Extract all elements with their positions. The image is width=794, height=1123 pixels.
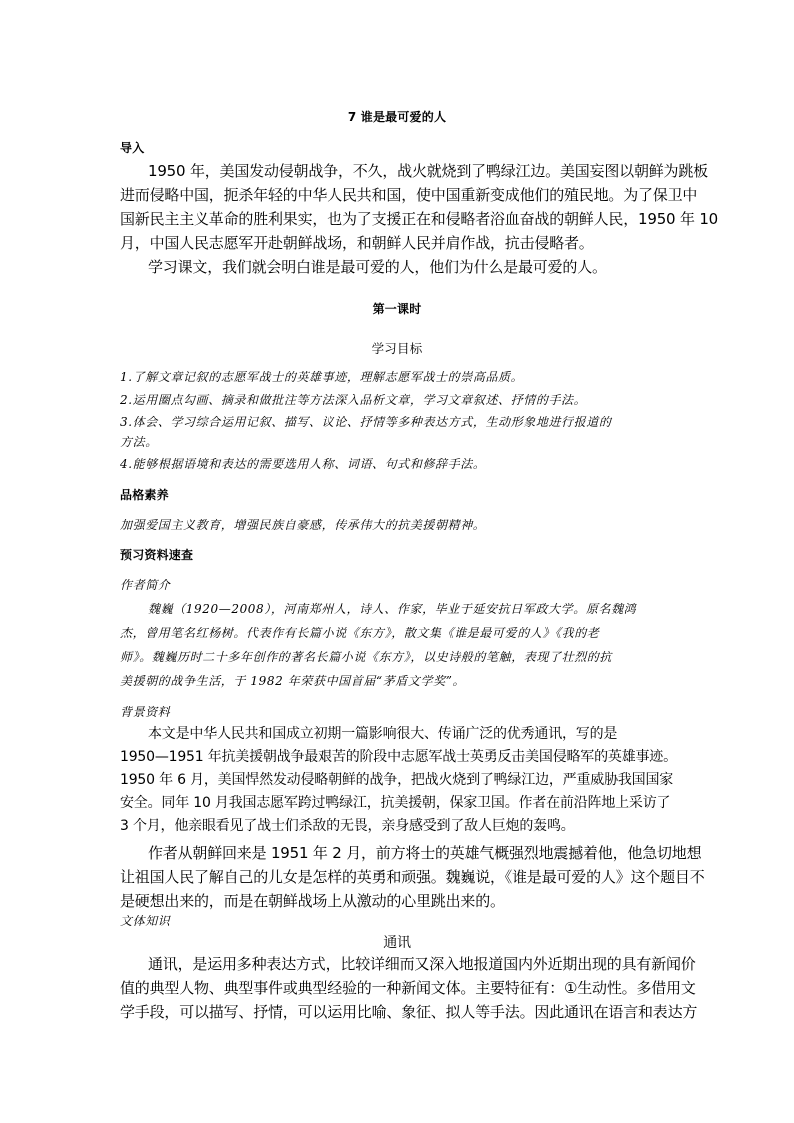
author-heading: 作者简介 [120,578,171,592]
intro-line: 进而侵略中国，扼杀年轻的中华人民共和国，使中国重新变成他们的殖民地。为了保卫中 [120,186,698,204]
objective-item: 3.体会、学习综合运用记叙、描写、议论、抒情等多种表达方式，生动形象地进行报道的 [120,415,612,429]
background-line: 3 个月，他亲眼看见了战士们杀敌的无畏，亲身感受到了敌人巨炮的轰鸣。 [120,818,575,834]
background-line: 本文是中华人民共和国成立初期一篇影响很大、传诵广泛的优秀通讯，写的是 [148,726,618,742]
background-heading: 背景资料 [120,705,171,719]
intro-heading: 导入 [120,141,145,155]
background-line: 1950 年 6 月，美国悍然发动侵略朝鲜的战争，把战火烧到了鸭绿江边，严重威胁我国国家 [120,772,674,788]
author-line: 师》。魏巍历时二十多年创作的著名长篇小说《东方》，以史诗般的笔触，表现了壮烈的抗 [120,650,613,664]
background-line: 是硬想出来的，而是在朝鲜战场上从激动的心里跳出来的。 [120,892,505,910]
genre-line: 通讯，是运用多种表达方式，比较详细而又深入地报道国内外近期出现的具有新闻价 [148,955,696,973]
intro-line: 国新民主主义革命的胜利果实，也为了支援正在和侵略者浴血奋战的朝鲜人民，1950 年 10 [120,210,719,228]
background-line: 让祖国人民了解自己的儿女是怎样的英勇和顽强。魏巍说，《谁是最可爱的人》这个题目不 [120,868,705,886]
objective-item: 2.运用圈点勾画、摘录和做批注等方法深入品析文章，学习文章叙述、抒情的手法。 [120,393,587,407]
background-line: 1950—1951 年抗美援朝战争最艰苦的阶段中志愿军战士英勇反击美国侵略军的英雄事迹。 [120,749,677,765]
genre-line: 值的典型人物、典型事件或典型经验的一种新闻文体。主要特征有：①生动性。多借用文 [120,979,696,997]
author-line: 杰，曾用笔名红杨树。代表作有长篇小说《东方》，散文集《谁是最可爱的人》《我的老 [120,626,600,640]
author-line: 魏巍（1920—2008），河南郑州人，诗人、作家，毕业于延安抗日军政大学。原名魏鸿 [148,602,637,616]
intro-line: 1950 年，美国发动侵朝战争，不久，战火就烧到了鸭绿江边。美国妄图以朝鲜为跳板 [148,162,708,180]
character-text: 加强爱国主义教育，增强民族自豪感，传承伟大的抗美援朝精神。 [120,518,486,532]
genre-line: 学手段，可以描写、抒情，可以运用比喻、象征、拟人等手法。因此通讯在语言和表达方 [120,1003,698,1021]
background-line: 作者从朝鲜回来是 1951 年 2 月，前方将士的英雄气概强烈地震撼着他，他急切地想 [148,844,702,862]
objectives-heading: 学习目标 [371,341,423,356]
objective-item: 4.能够根据语境和表达的需要选用人称、词语、句式和修辞手法。 [120,457,486,471]
character-heading: 品格素养 [120,488,169,502]
objective-item: 方法。 [120,435,158,449]
genre-subheading: 通讯 [383,935,411,951]
intro-line: 月，中国人民志愿军开赴朝鲜战场，和朝鲜人民并肩作战，抗击侵略者。 [120,234,594,252]
lesson-part-heading: 第一课时 [372,302,422,316]
genre-heading: 文体知识 [120,914,171,928]
objective-item: 1.了解文章记叙的志愿军战士的英雄事迹，理解志愿军战士的崇高品质。 [120,370,524,384]
author-line: 美援朝的战争生活，于 1982 年荣获中国首届“茅盾文学奖”。 [120,674,466,688]
lesson-title: 7 谁是最可爱的人 [347,110,447,124]
background-line: 安全。同年 10 月我国志愿军跨过鸭绿江，抗美援朝，保家卫国。作者在前沿阵地上采访了 [120,795,671,811]
preview-heading: 预习资料速查 [120,548,194,562]
intro-line: 学习课文，我们就会明白谁是最可爱的人，他们为什么是最可爱的人。 [148,258,607,276]
